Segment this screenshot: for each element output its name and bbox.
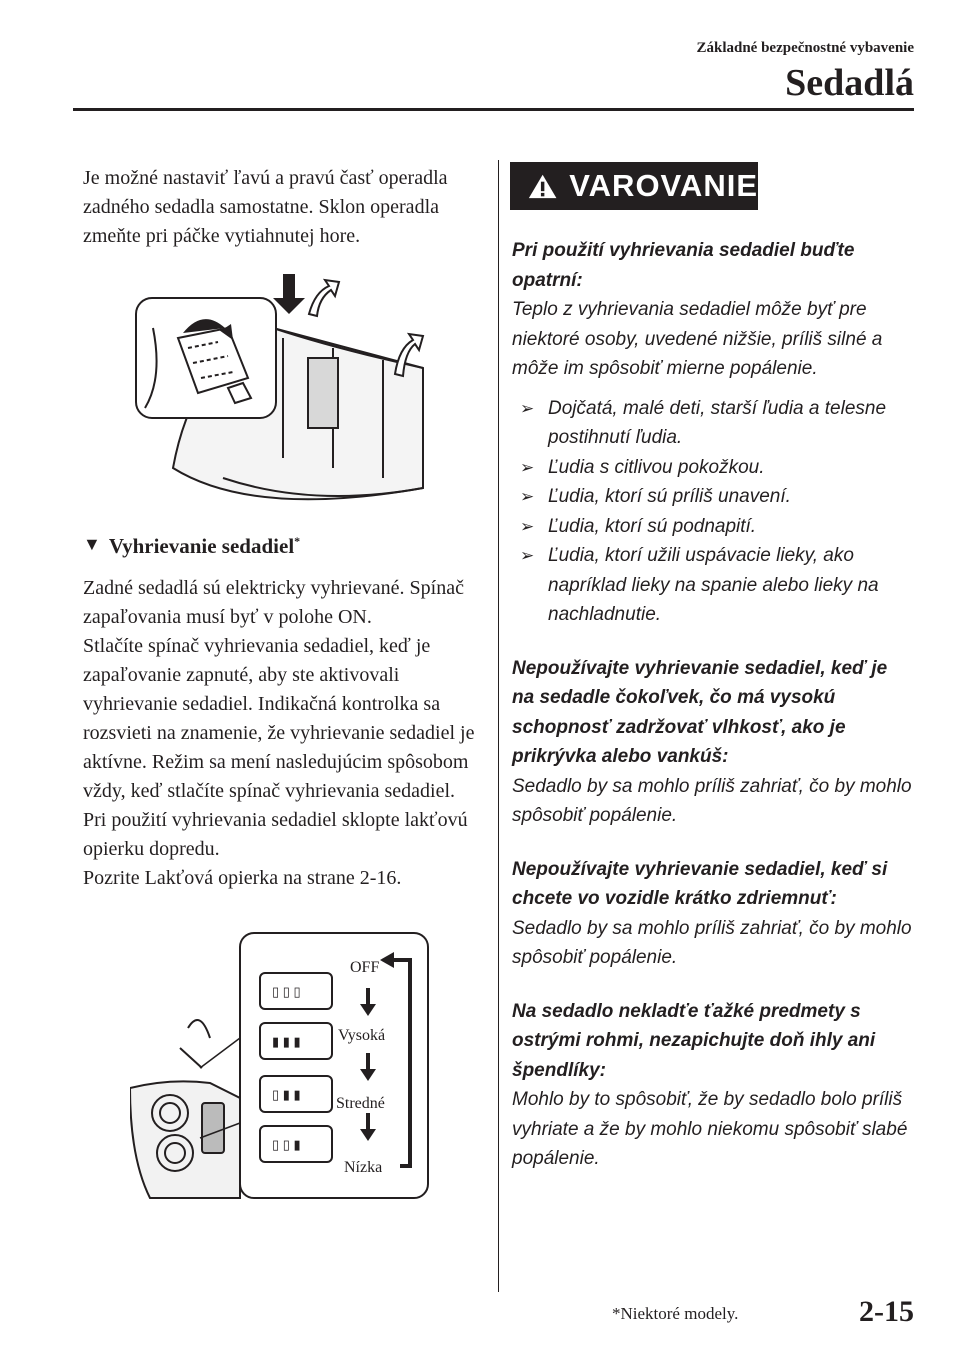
intro-paragraph: Je možné nastaviť ľavú a pravú časť operadla zadného sedadla samostatne. Sklon operadla zmeňte pri páčke vytiahnutej hore. bbox=[83, 167, 448, 247]
page-title: Sedadlá bbox=[785, 62, 914, 104]
warning-banner bbox=[510, 162, 758, 210]
heating-paragraph: Zadné sedadlá sú elektricky vyhrievané. Spínač zapaľovania musí byť v polohe ON. Stlačíte spínač vyhrievania sedadiel, keď je zapaľovanie zapnuté, aby ste aktivovali vyhrievanie sedadiel. Indikačná kontrolka sa rozsvieti na znamenie, že vyhrievanie sedadiel je aktívne. Režim sa mení nasledujúcim spôsobom vždy, keď stlačíte spínač vyhrievania sedadiel. Pri použití vyhrievania sedadiel sklopte lakťovú opierku dopredu. Pozrite Lakťová opierka na strane 2-16. bbox=[83, 577, 475, 889]
switch-label-high: Vysoká bbox=[338, 1027, 386, 1044]
warning-block-2-text: Sedadlo by sa mohlo príliš zahriať, čo by mohlo spôsobiť popálenie. bbox=[512, 775, 912, 826]
switch-label-off: OFF bbox=[350, 959, 380, 976]
column-divider bbox=[498, 160, 499, 1292]
warning-block-1 bbox=[512, 236, 912, 630]
svg-text:▯ ▮ ▮: ▯ ▮ ▮ bbox=[272, 1087, 301, 1102]
list-item: ➢ Ľudia, ktorí sú príliš unavení. bbox=[512, 482, 912, 512]
header-rule bbox=[73, 108, 914, 111]
rear-seat-illustration bbox=[133, 268, 433, 520]
warning-triangle-icon bbox=[528, 171, 557, 201]
footnote: *Niektoré modely. bbox=[612, 1304, 739, 1323]
heating-heading-text: Vyhrievanie sedadiel bbox=[108, 534, 295, 558]
section-title: Základné bezpečnostné vybavenie bbox=[696, 40, 914, 56]
switch-label-low: Nízka bbox=[344, 1159, 383, 1176]
warning-block-2 bbox=[512, 654, 912, 831]
svg-text:▯ ▯ ▮: ▯ ▯ ▮ bbox=[272, 1137, 301, 1152]
list-item: ➢ Ľudia, ktorí sú podnapití. bbox=[512, 512, 912, 542]
warning-block-1-text: Teplo z vyhrievania sedadiel môže byť pre niektoré osoby, uvedené nižšie, príliš silné a môže im spôsobiť mierne popálenie. bbox=[512, 299, 883, 379]
warning-block-3-text: Sedadlo by sa mohlo príliš zahriať, čo by mohlo spôsobiť popálenie. bbox=[512, 917, 912, 968]
svg-text:▮ ▮ ▮: ▮ ▮ ▮ bbox=[272, 1034, 301, 1049]
heading-footnote-marker: * bbox=[294, 534, 301, 548]
warning-block-1-title: Pri použití vyhrievania sedadiel buďte opatrní: bbox=[512, 240, 855, 291]
triangle-down-icon: ▼ bbox=[83, 534, 101, 554]
warning-bullet-list bbox=[512, 394, 912, 630]
svg-text:▯ ▯ ▯: ▯ ▯ ▯ bbox=[272, 984, 301, 999]
warning-block-4 bbox=[512, 997, 912, 1174]
heating-heading bbox=[83, 534, 300, 559]
list-item: ➢ Ľudia, ktorí užili uspávacie lieky, ako napríklad lieky na spanie alebo lieky na nachladnutie. bbox=[512, 541, 912, 630]
warning-block-4-text: Mohlo by to spôsobiť, že by sedadlo bolo príliš vyhriate a že by mohlo niekomu spôsobiť slabé popálenie. bbox=[512, 1089, 908, 1169]
list-item: ➢ Ľudia s citlivou pokožkou. bbox=[512, 453, 912, 483]
switch-label-medium: Stredné bbox=[336, 1095, 385, 1112]
page-number: 2-15 bbox=[859, 1295, 914, 1328]
warning-block-2-title: Nepoužívajte vyhrievanie sedadiel, keď je na sedadle čokoľvek, čo má vysokú schopnosť zadržovať vlhkosť, ako je prikrývka alebo vankúš: bbox=[512, 657, 888, 767]
warning-content bbox=[512, 236, 912, 1198]
warning-block-3 bbox=[512, 855, 912, 973]
list-item: ➢ Dojčatá, malé deti, starší ľudia a telesne postihnutí ľudia. bbox=[512, 394, 912, 453]
warning-banner-text: VAROVANIE bbox=[569, 168, 758, 203]
warning-block-3-title: Nepoužívajte vyhrievanie sedadiel, keď si chcete vo vozidle krátko zdriemnuť: bbox=[512, 858, 888, 909]
warning-block-4-title: Na sedadlo nekladťe ťažké predmety s ostrými rohmi, nezapichujte doň ihly ani špendlíky: bbox=[512, 1000, 876, 1081]
seat-heater-switch-illustration bbox=[130, 928, 430, 1203]
